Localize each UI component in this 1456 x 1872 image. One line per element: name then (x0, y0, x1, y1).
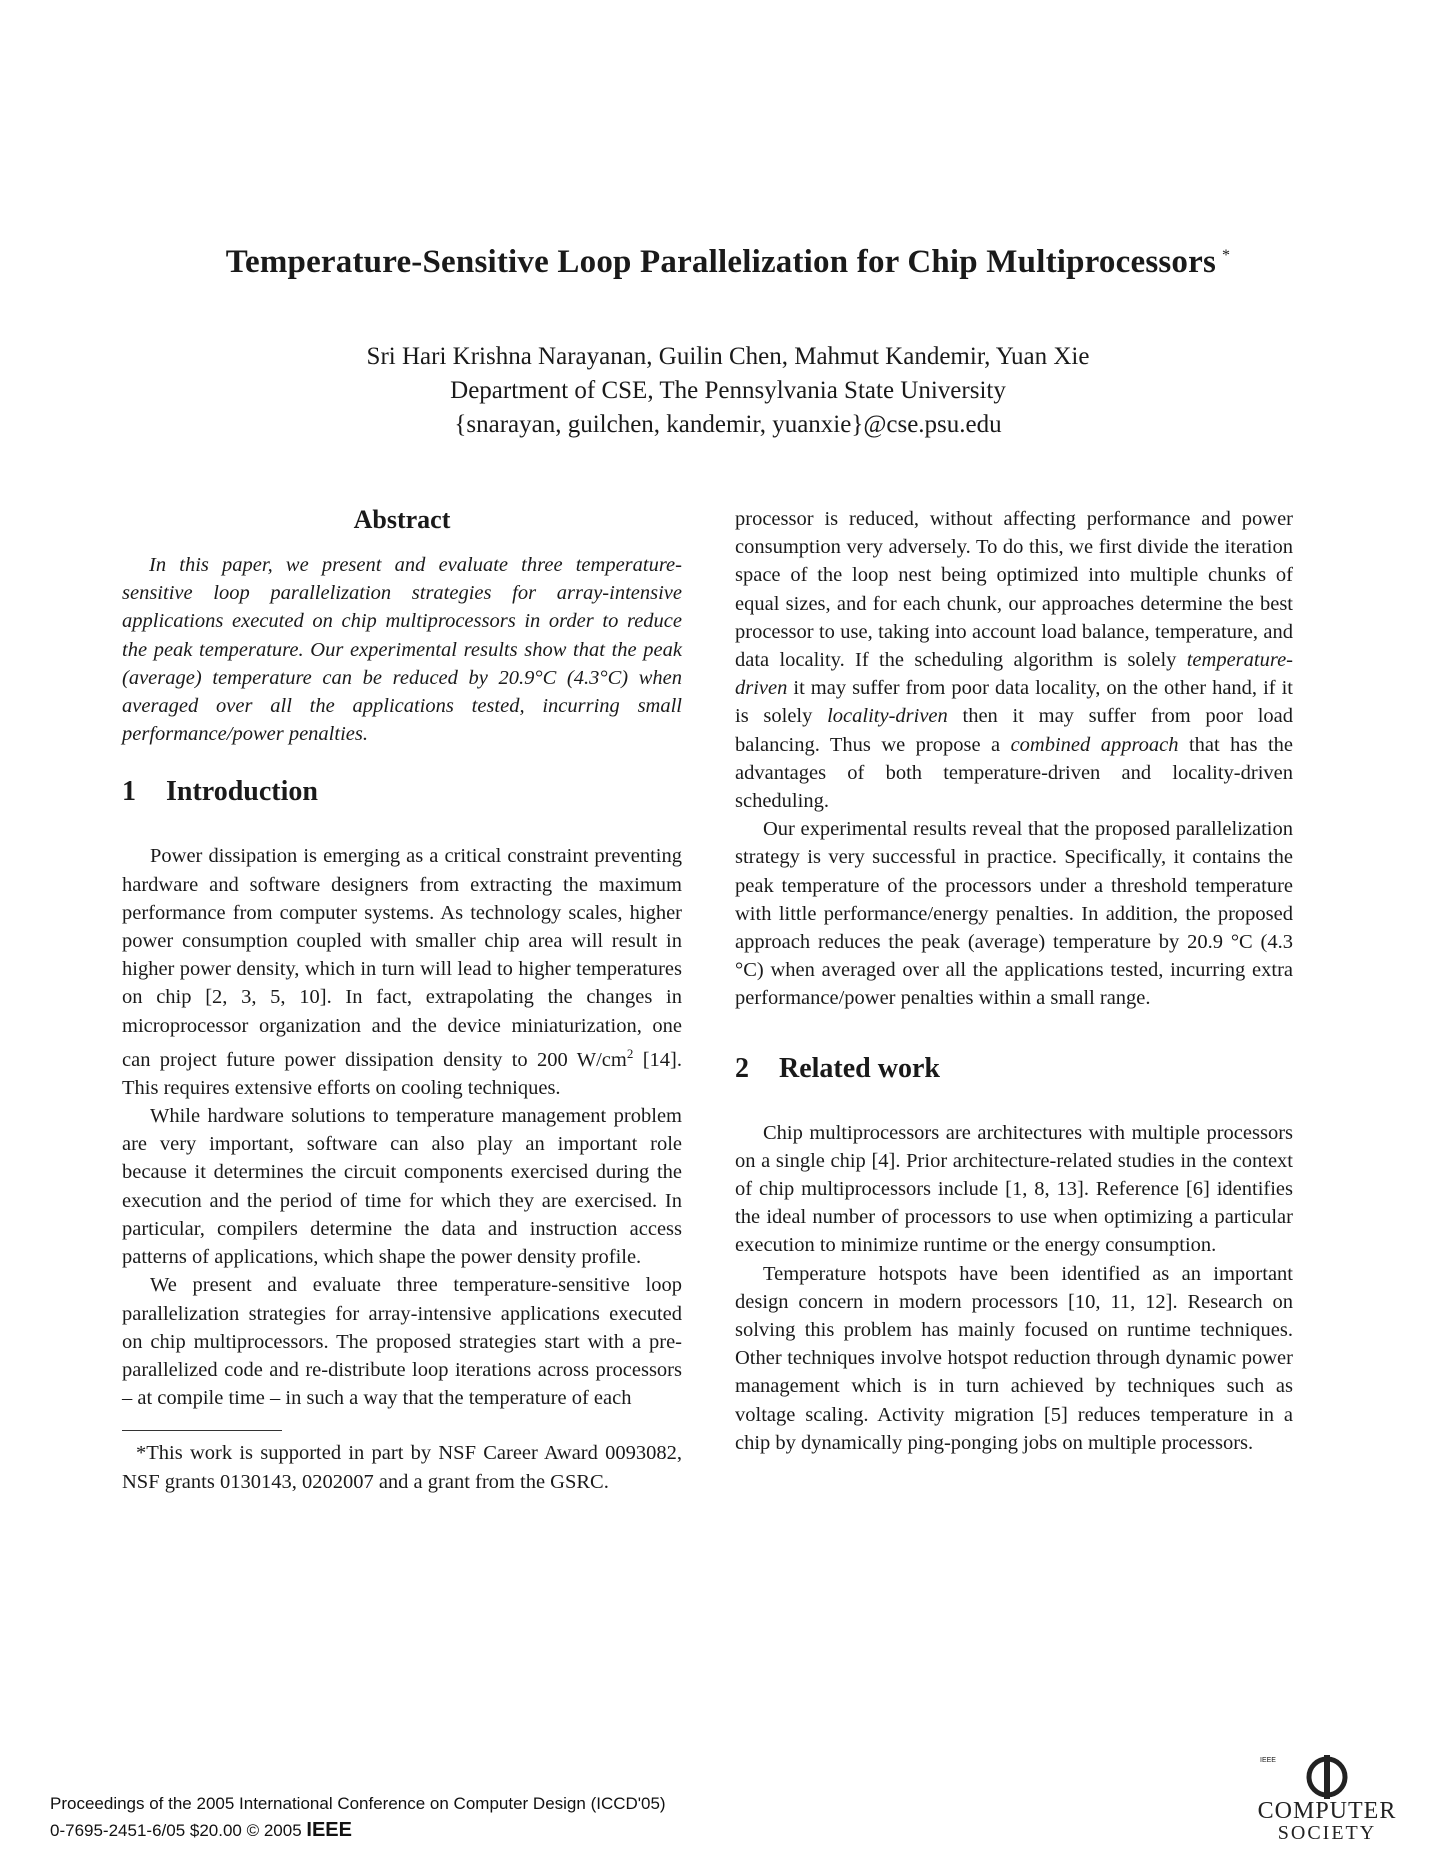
related-paragraph-1: Chip multiprocessors are architectures with multiple processors on a single chip [4]. Prior architecture-related studies in the context of chip multiprocessors include [1, 8, 13]. Reference [6] identifies the ideal number of processors to use when optimizing a particular execution to minimize runtime or the energy consumption. (735, 1121, 1293, 1257)
right-p1-emphasis-1: temperature-driven (735, 649, 1293, 700)
section-title: Related work (779, 1052, 940, 1084)
related-paragraph-2: Temperature hotspots have been identified as an important design concern in modern processors [10, 11, 12]. Research on solving this problem has mainly focused on runtime techniques. Other techniques involve hotspot reduction through dynamic power management which is in turn achieved by techniques such as voltage scaling. Activity migration [5] reduces temperature in a chip by dynamically ping-ponging jobs on multiple processors. (735, 1262, 1293, 1454)
section-number: 1 (122, 776, 136, 808)
page-footer (50, 1790, 666, 1844)
abstract-text: In this paper, we present and evaluate three temperature-sensitive loop parallelization strategies for array-intensive applications executed on chip multiprocessors in order to reduce the peak temperature. Our experimental results show that the peak (average) temperature can be reduced by 20.9°C (4.3°C) when averaged over all the applications tested, incurring small performance/power penalties. (122, 554, 682, 746)
right-p1-a: processor is reduced, without affecting performance and power consumption very adversely. To do this, we first divide the iteration space of the loop nest being optimized into multiple chunks of equal sizes, and for each chunk, our approaches determine the best processor to use, taking into account load balance, temperature, and data locality. If the scheduling algorithm is solely (735, 508, 1293, 672)
intro-p1-end: [14]. This requires extensive efforts on cooling techniques. (122, 1048, 682, 1099)
computer-society-logo (1252, 1755, 1402, 1855)
footnote: *This work is supported in part by NSF Career Award 0093082, NSF grants 0130143, 0202007 and a grant from the GSRC. (122, 1442, 682, 1493)
intro-paragraph-4: Our experimental results reveal that the proposed parallelization strategy is very successful in practice. Specifically, it contains the peak temperature of the processors under a threshold temperature with little performance/energy penalties. In addition, the proposed approach reduces the peak (average) temperature by 20.9 °C (4.3 °C) when averaged over all the applications tested, incurring extra performance/power penalties within a small range. (735, 818, 1293, 1010)
right-p1-c: then it may suffer from poor load balancing. Thus we propose a (735, 705, 1293, 756)
logo-text (1252, 1799, 1402, 1843)
paper-title (0, 244, 1456, 281)
footnote-divider (122, 1430, 282, 1431)
author-affiliation: Department of CSE, The Pennsylvania State University (450, 377, 1006, 404)
intro-p1-text: Power dissipation is emerging as a critical constraint preventing hardware and software designers from extracting the maximum performance from computer systems. As technology scales, higher power consumption coupled with smaller chip area will result in higher power density, which in turn will lead to higher temperatures on chip [2, 3, 5, 10]. In fact, extrapolating the changes in microprocessor organization and the device miniaturization, one can project future power dissipation density to 200 W/cm (122, 845, 682, 1071)
intro-p1-superscript: 2 (626, 1045, 634, 1061)
author-block (0, 340, 1456, 442)
right-p1-emphasis-2: locality-driven (827, 705, 948, 728)
section-heading-related-work (735, 1053, 1293, 1085)
intro-paragraph-3: We present and evaluate three temperature-sensitive loop parallelization strategies for array-intensive applications executed on chip multiprocessors. The proposed strategies start with a pre-parallelized code and re-distribute loop iterations across processors – at compile time – in such a way that the temperature of each (122, 1274, 682, 1410)
section-number: 2 (735, 1052, 749, 1084)
footer-isbn: 0-7695-2451-6/05 $20.00 © 2005 (50, 1821, 307, 1840)
footer-proceedings: Proceedings of the 2005 International Conference on Computer Design (ICCD'05) (50, 1794, 666, 1813)
right-column (735, 505, 1293, 1457)
footer-copyright (50, 1817, 666, 1844)
right-p1-emphasis-3: combined approach (1010, 733, 1179, 756)
section-title: Introduction (166, 776, 318, 808)
section-heading-introduction (122, 776, 682, 808)
right-p1-b: it may suffer from poor data locality, on the other hand, if it is solely (735, 677, 1293, 728)
author-emails: {snarayan, guilchen, kandemir, yuanxie}@cse.psu.edu (454, 411, 1002, 438)
title-footnote-mark: * (1222, 247, 1231, 264)
intro-paragraph-1 (122, 842, 682, 1102)
computer-society-logo-icon (1305, 1755, 1349, 1799)
author-names: Sri Hari Krishna Narayanan, Guilin Chen, Mahmut Kandemir, Yuan Xie (366, 343, 1090, 370)
logo-line-computer: COMPUTER (1257, 1798, 1397, 1824)
title-text: Temperature-Sensitive Loop Parallelization for Chip Multiprocessors (225, 244, 1216, 280)
intro-paragraph-3-continued (735, 505, 1293, 815)
logo-ieee-small: IEEE (1260, 1757, 1276, 1764)
right-p1-d: that has the advantages of both temperature-driven and locality-driven scheduling. (735, 733, 1293, 813)
logo-line-society: SOCIETY (1277, 1822, 1377, 1844)
abstract-heading: Abstract (353, 505, 451, 534)
footer-ieee: IEEE (306, 1819, 352, 1841)
left-column (122, 505, 682, 1496)
intro-paragraph-2: While hardware solutions to temperature management problem are very important, software can also play an important role because it determines the circuit components exercised during the execution and the period of time for which they are exercised. In particular, compilers determine the data and instruction access patterns of applications, which shape the power density profile. (122, 1105, 682, 1269)
